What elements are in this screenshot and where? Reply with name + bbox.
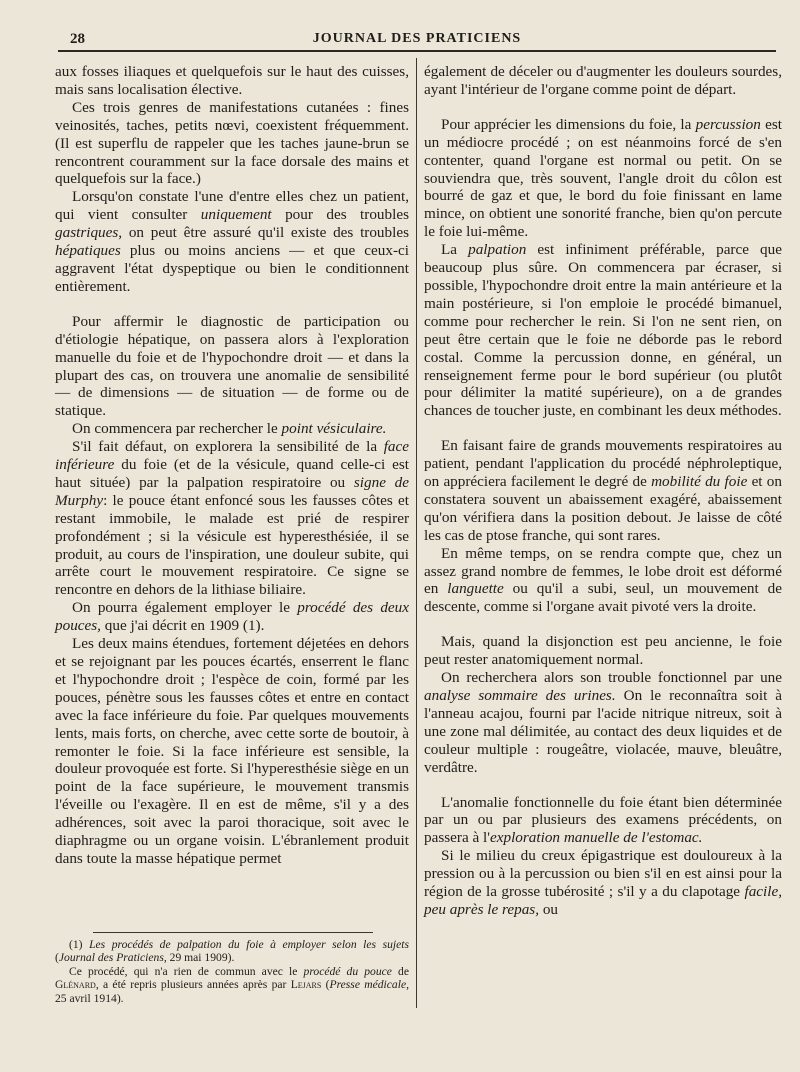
left-column — [55, 63, 409, 868]
paragraph: En même temps, on se rendra compte que, chez un assez grand nombre de femmes, le lobe droit est déformé en languette ou qu'il a subi, seul, un mouvement de descente, comme si l'organe avait pivoté vers la droite. — [424, 544, 782, 616]
footnote: Ce procédé, qui n'a rien de commun avec le procédé du pouce de Glénard, a été repris plusieurs années après par Lejars (Presse médicale, 25 avril 1914). — [55, 964, 409, 1005]
paragraph: Lorsqu'on constate l'une d'entre elles chez un patient, qui vient consulter uniquement pour des troubles gastriques, on peut être assuré qu'il existe des troubles hépatiques plus ou moins anciens — et que ceux-ci aggravent l'état dyspeptique ou bien le conditionnent entièrement. — [55, 188, 409, 295]
paragraph: Pour affermir le diagnostic de participation ou d'étiologie hépatique, on passera alors à l'exploration manuelle du foie et de l'hypochondre droit — et dans la plupart des cas, on trouvera une anomalie de sensibilité — de dimensions — de situation — de forme ou de statique. — [55, 312, 409, 420]
paragraph: également de déceler ou d'augmenter les douleurs sourdes, ayant l'intérieur de l'organe comme point de départ. — [424, 63, 782, 98]
footnote-rule — [93, 932, 373, 933]
paragraph: On commencera par rechercher le point vésiculaire. — [72, 420, 387, 438]
paragraph: L'anomalie fonctionnelle du foie étant bien déterminée par un ou par plusieurs des examens précédents, on passera à l'exploration manuelle de l'estomac. — [424, 793, 782, 847]
paragraph: Si le milieu du creux épigastrique est douloureux à la pression ou à la percussion ou bien s'il en est ainsi pour la région de la grosse tubérosité ; s'il y a du clapotage facile, peu après le repas, ou — [424, 847, 782, 918]
paragraph: aux fosses iliaques et quelquefois sur le haut des cuisses, mais sans localisation élective. — [55, 63, 409, 98]
journal-title: JOURNAL DES PRATICIENS — [312, 31, 522, 46]
right-column — [424, 63, 782, 919]
paragraph: En faisant faire de grands mouvements respiratoires au patient, pendant l'application du procédé néphroleptique, on appréciera facilement le degré de mobilité du foie et on constatera souvent un abaissement exagéré, abaissement qu'on vérifiera dans la position debout. Je laisse de côté les cas de ptose franche, qui sont rares. — [424, 437, 782, 544]
footnotes — [55, 932, 409, 1005]
paragraph: S'il fait défaut, on explorera la sensibilité de la face inférieure du foie (et de la vésicule, quand celle-ci est haut située) par la palpation respiratoire ou signe de Murphy: le pouce étant enfoncé sous les fausses côtes et restant immobile, le malade est prié de respirer profondément ; si la vésicule est hyperesthésiée, il se produit, au cours de l'inspiration, une douleur subite, qui arrête court le mouvement respiratoire. Ce signe se rencontre en dehors de la lithiase biliaire. — [55, 438, 409, 599]
paragraph: On recherchera alors son trouble fonctionnel par une analyse sommaire des urines. On le reconnaîtra soit à l'anneau acajou, fourni par l'acide nitrique nitreux, soit à une zone mal délimitée, au contact des deux liquides et de couleur multiple : rougeâtre, violacée, mauve, bleuâtre, verdâtre. — [424, 669, 782, 776]
column-divider — [416, 58, 417, 1008]
paragraph: Ces trois genres de manifestations cutanées : fines veinosités, taches, petits nœvi, coexistent fréquemment. (Il est superflu de rappeler que les taches jaune-brun se rencontrent couramment sur la face dorsale des mains et quelquefois sur la face.) — [55, 98, 409, 188]
page-number: 28 — [70, 31, 85, 47]
paragraph: Mais, quand la disjonction est peu ancienne, le foie peut rester anatomiquement normal. — [424, 633, 782, 669]
paragraph: Les deux mains étendues, fortement déjetées en dehors et se rejoignant par les pouces écartés, enserrent le flanc et l'hypochondre droit ; l'espèce de coin, formé par les pouces, pénètre sous les fausses côtes et entre en contact avec la face inférieure du foie. Par quelques mouvements lents, mais forts, on cherche, avec cette sorte de boutoir, à remonter le foie. Si la face inférieure est sensible, la douleur provoquée est forte. Si l'hyperesthésie siège en un point de la face supérieure, le mouvement transmis l'éveille ou l'exagère. Il en est de même, s'il y a des adhérences, soit avec la paroi thoracique, soit avec le diaphragme ou un organe voisin. L'ébranlement produit dans toute la masse hépatique permet — [55, 635, 409, 867]
paragraph: On pourra également employer le procédé des deux pouces, que j'ai décrit en 1909 (1). — [55, 599, 410, 635]
paragraph: Pour apprécier les dimensions du foie, la percussion est un médiocre procédé ; on est néanmoins forcé de s'en contenter, quand l'organe est normal ou petit. On se souviendra que, très souvent, l'angle droit du côlon est bourré de gaz et que, le bord du foie finissant en lame mince, on obtient une sonorité franche, bien qu'on percute le foie lui-même. — [424, 115, 783, 241]
paragraph: La palpation est infiniment préférable, parce que beaucoup plus sûre. On commencera par écraser, si possible, l'hypochondre droit entre la main antérieure et la main postérieure, si l'on emploie le procédé bimanuel, comme pour rechercher le rein. Si l'on ne sent rien, on peut être certain que le foie ne déborde pas le rebord costal. Comme la percussion donne, en général, un renseignement ferme pour le bord supérieur (ou plutôt pour délimiter la matité supérieure), on a de grandes chances de toucher juste, en combinant les deux méthodes. — [424, 241, 782, 420]
running-header — [58, 28, 776, 52]
footnote: (1) Les procédés de palpation du foie à employer selon les sujets (Journal des Praticiens, 29 mai 1909). — [55, 938, 409, 965]
